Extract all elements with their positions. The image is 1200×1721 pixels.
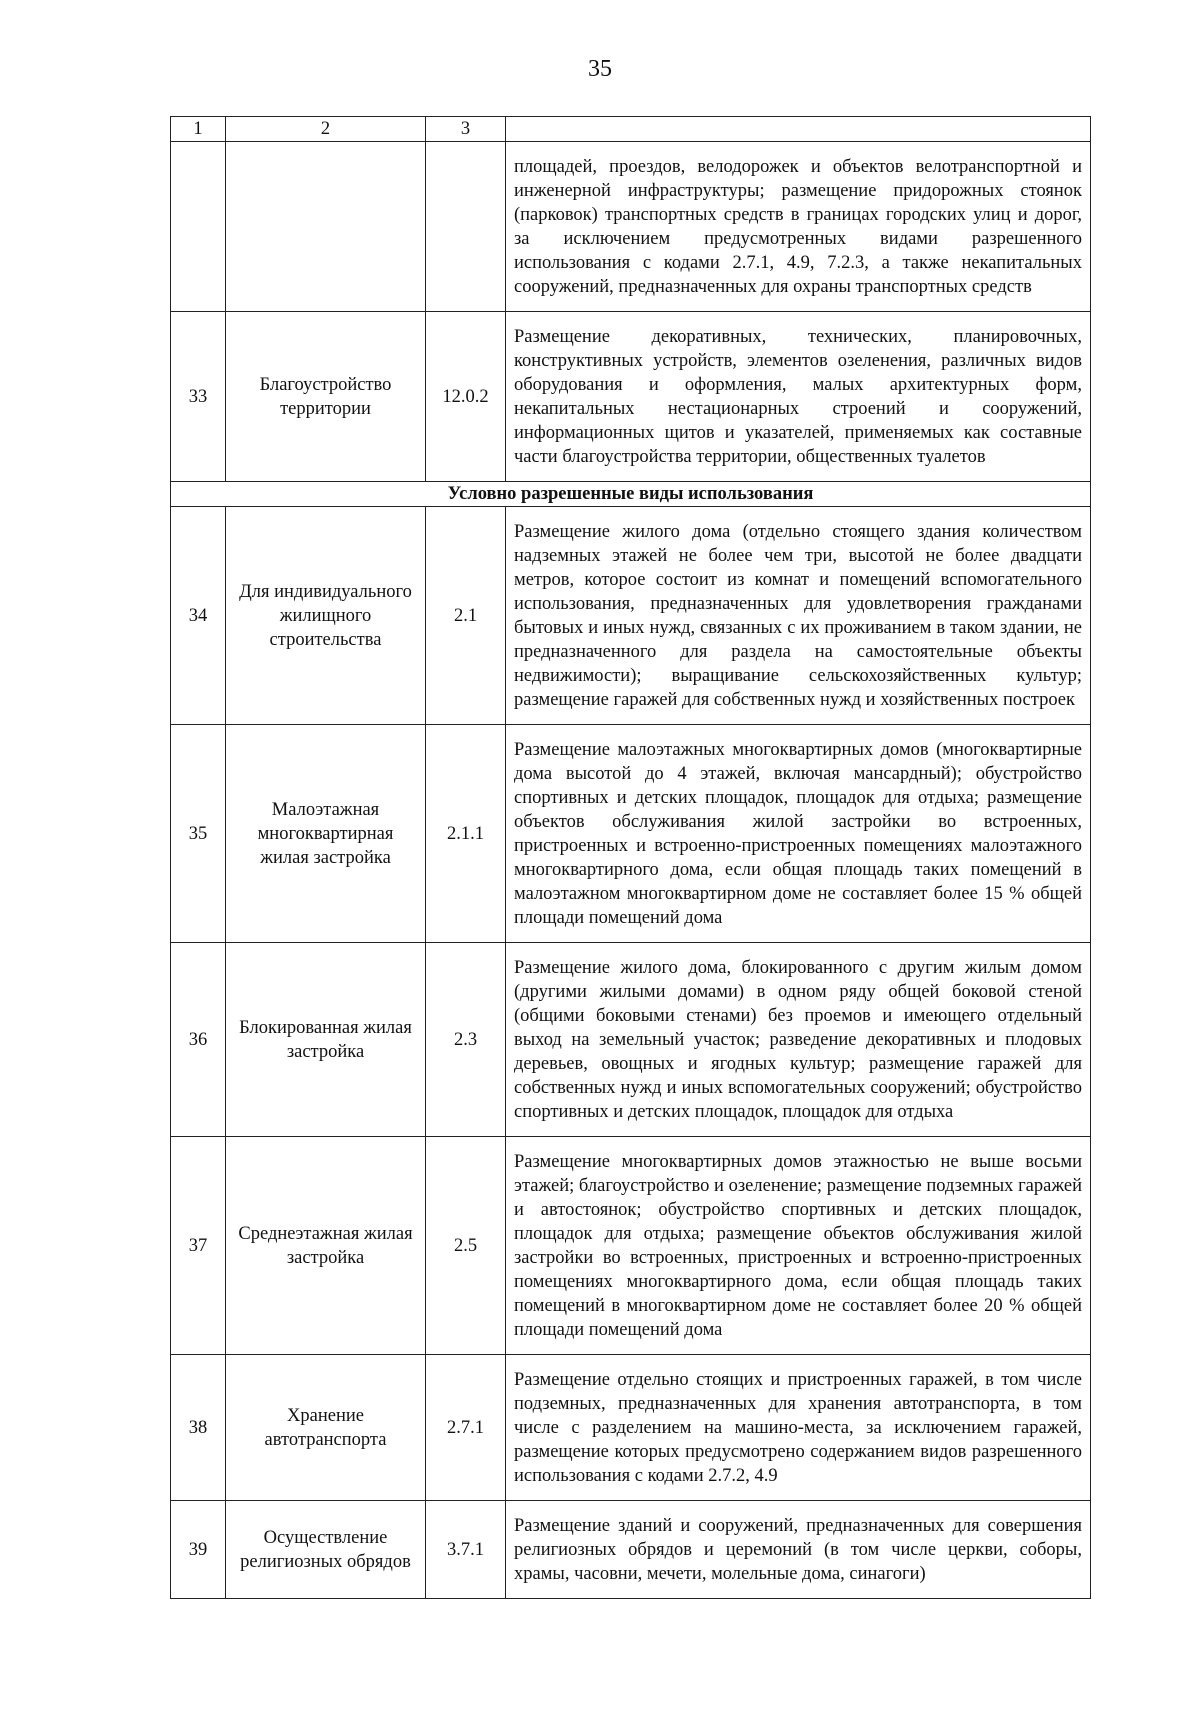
header-col-3: 3 <box>426 117 506 142</box>
row-number: 39 <box>171 1501 226 1599</box>
row-code: 2.1 <box>426 507 506 725</box>
row-code <box>426 142 506 312</box>
row-number: 34 <box>171 507 226 725</box>
table-header-row <box>171 117 1091 142</box>
header-col-4 <box>506 117 1091 142</box>
table-row <box>171 312 1091 482</box>
row-use-name: Среднеэтажная жилая застройка <box>226 1137 426 1355</box>
row-number: 38 <box>171 1355 226 1501</box>
row-code: 2.7.1 <box>426 1355 506 1501</box>
table-row-continuation <box>171 142 1091 312</box>
row-code: 2.5 <box>426 1137 506 1355</box>
header-col-2: 2 <box>226 117 426 142</box>
row-use-name: Хранение автотранспорта <box>226 1355 426 1501</box>
row-number <box>171 142 226 312</box>
row-use-name: Блокированная жилая застройка <box>226 943 426 1137</box>
row-description: Размещение жилого дома (отдельно стоящего здания количеством надземных этажей не более чем три, высотой не более двадцати метров, которое состоит из комнат и помещений вспомогательного использования, предназначенных для удовлетворения гражданами бытовых и иных нужд, связанных с их проживанием в таком здании, не предназначенного для раздела на самостоятельные объекты недвижимости); выращивание сельскохозяйственных культур; размещение гаражей для собственных нужд и хозяйственных построек <box>506 507 1091 725</box>
row-description: Размещение малоэтажных многоквартирных домов (многоквартирные дома высотой до 4 этажей, включая мансардный); обустройство спортивных и детских площадок, площадок для отдыха; размещение объектов обслуживания жилой застройки во встроенных, пристроенных и встроенно-пристроенных помещениях малоэтажного многоквартирного дома, если общая площадь таких помещений в малоэтажном многоквартирном доме не составляет более 15 % общей площади помещений дома <box>506 725 1091 943</box>
row-description: Размещение жилого дома, блокированного с другим жилым домом (другими жилыми домами) в одном ряду общей боковой стеной (общими боковыми стенами) без проемов и имеющего отдельный выход на земельный участок; разведение декоративных и плодовых деревьев, овощных и ягодных культур; размещение гаражей для собственных нужд и иных вспомогательных сооружений; обустройство спортивных и детских площадок, площадок для отдыха <box>506 943 1091 1137</box>
row-description: Размещение отдельно стоящих и пристроенных гаражей, в том числе подземных, предназначенных для хранения автотранспорта, в том числе с разделением на машино-места, за исключением гаражей, размещение которых предусмотрено содержанием видов разрешенного использования с кодами 2.7.2, 4.9 <box>506 1355 1091 1501</box>
row-use-name: Благоустройство территории <box>226 312 426 482</box>
row-code: 12.0.2 <box>426 312 506 482</box>
row-description: Размещение зданий и сооружений, предназначенных для совершения религиозных обрядов и церемоний (в том числе церкви, соборы, храмы, часовни, мечети, молельные дома, синагоги) <box>506 1501 1091 1599</box>
row-number: 37 <box>171 1137 226 1355</box>
row-description: Размещение декоративных, технических, планировочных, конструктивных устройств, элементов озеленения, различных видов оборудования и оформления, малых архитектурных форм, некапитальных нестационарных строений и сооружений, информационных щитов и указателей, применяемых как составные части благоустройства территории, общественных туалетов <box>506 312 1091 482</box>
table-row <box>171 725 1091 943</box>
row-use-name <box>226 142 426 312</box>
row-number: 36 <box>171 943 226 1137</box>
row-code: 2.1.1 <box>426 725 506 943</box>
row-use-name: Для индивидуального жилищного строительства <box>226 507 426 725</box>
row-use-name: Малоэтажная многоквартирная жилая застройка <box>226 725 426 943</box>
table-row <box>171 1501 1091 1599</box>
row-description: площадей, проездов, велодорожек и объектов велотранспортной и инженерной инфраструктуры; размещение придорожных стоянок (парковок) транспортных средств в границах городских улиц и дорог, за исключением предусмотренных видами разрешенного использования с кодами 2.7.1, 4.9, 7.2.3, а также некапитальных сооружений, предназначенных для охраны транспортных средств <box>506 142 1091 312</box>
section-title: Условно разрешенные виды использования <box>171 482 1091 507</box>
table-row <box>171 507 1091 725</box>
row-number: 33 <box>171 312 226 482</box>
header-col-1: 1 <box>171 117 226 142</box>
row-code: 2.3 <box>426 943 506 1137</box>
section-row <box>171 482 1091 507</box>
table-row <box>171 1137 1091 1355</box>
table-row <box>171 943 1091 1137</box>
row-description: Размещение многоквартирных домов этажностью не выше восьми этажей; благоустройство и озеленение; размещение подземных гаражей и автостоянок; обустройство спортивных и детских площадок, площадок для отдыха; размещение объектов обслуживания жилой застройки во встроенных, пристроенных и встроенно-пристроенных помещениях многоквартирного дома, если общая площадь таких помещений в многоквартирном доме не составляет более 20 % общей площади помещений дома <box>506 1137 1091 1355</box>
row-use-name: Осуществление религиозных обрядов <box>226 1501 426 1599</box>
table-row <box>171 1355 1091 1501</box>
page-number: 35 <box>588 56 612 82</box>
row-code: 3.7.1 <box>426 1501 506 1599</box>
land-use-table <box>170 116 1091 1599</box>
row-number: 35 <box>171 725 226 943</box>
